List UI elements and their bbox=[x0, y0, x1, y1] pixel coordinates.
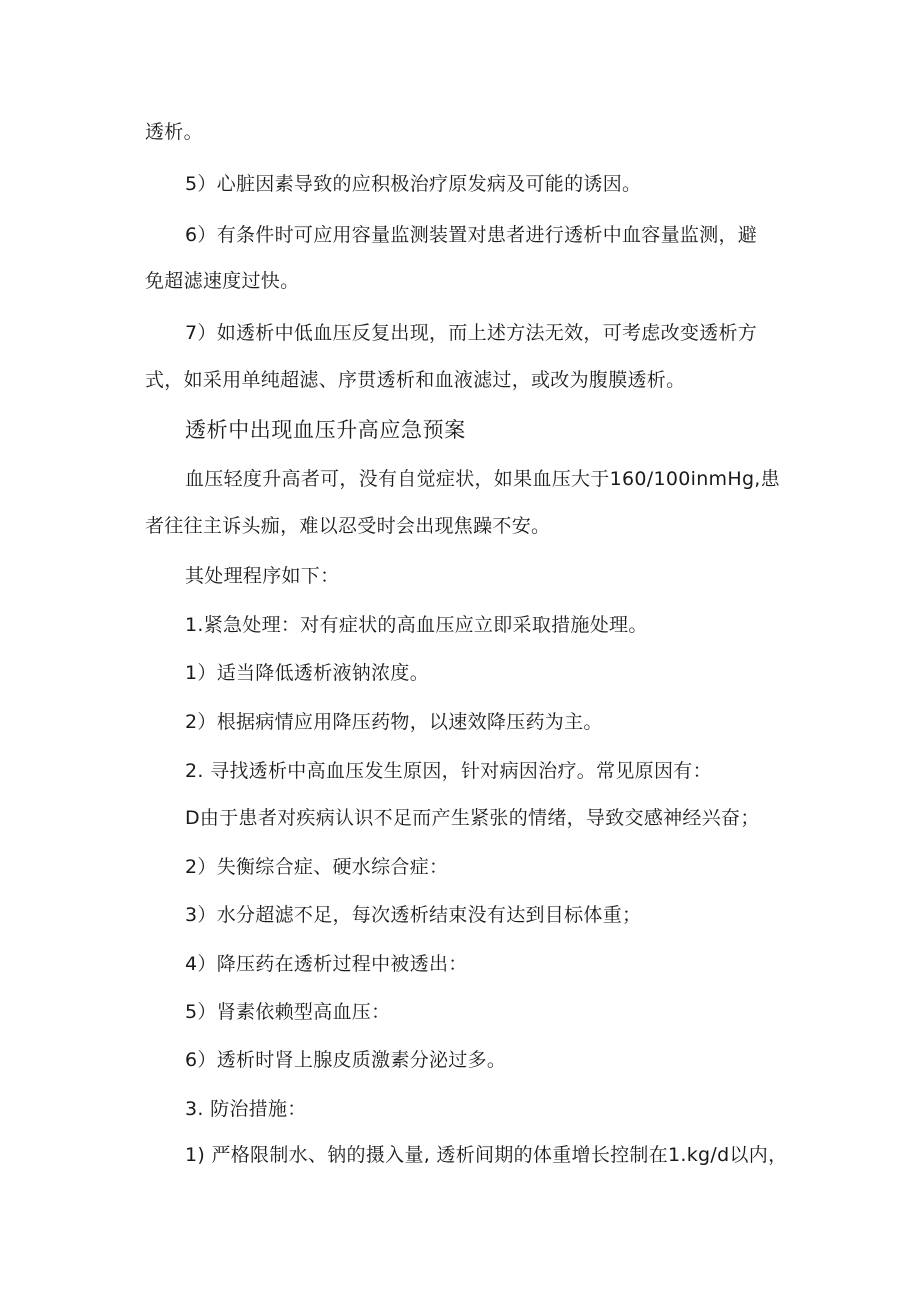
paragraph-line: 式，如采用单纯超滤、序贯透析和血液滤过，或改为腹膜透析。 bbox=[145, 369, 686, 391]
list-item-6: 6）透析时肾上腺皮质激素分泌过多。 bbox=[185, 1049, 507, 1071]
list-item-7: 7）如透析中低血压反复出现，而上述方法无效，可考虑改变透析方 bbox=[185, 322, 758, 344]
paragraph-line: 其处理程序如下： bbox=[185, 565, 340, 587]
list-item-4: 4）降压药在透析过程中被透出： bbox=[185, 953, 468, 975]
list-item-step-1: 1.紧急处理：对有症状的高血压应立即采取措施处理。 bbox=[185, 614, 648, 636]
paragraph-line: 免超滤速度过快。 bbox=[145, 270, 300, 292]
list-item-2: 2）失衡综合症、硬水综合症： bbox=[185, 856, 449, 878]
list-item-3: 3）水分超滤不足，每次透析结束没有达到目标体重； bbox=[185, 904, 642, 926]
list-item-1: 1) 严格限制水、钠的摄入量, 透析间期的体重增长控制在1.kg∕d以内， bbox=[185, 1144, 788, 1166]
list-item-5: 5）心脏因素导致的应积极治疗原发病及可能的诱因。 bbox=[185, 173, 642, 195]
paragraph-line: 血压轻度升高者可，没有自觉症状，如果血压大于160/100inmHg,患 bbox=[185, 468, 780, 490]
list-item-1: 1）适当降低透析液钠浓度。 bbox=[185, 662, 429, 684]
section-heading: 透析中出现血压升高应急预案 bbox=[185, 418, 466, 442]
list-item-6: 6）有条件时可应用容量监测装置对患者进行透析中血容量监测，避 bbox=[185, 224, 758, 246]
list-item-step-3: 3. 防治措施： bbox=[185, 1098, 307, 1120]
list-item-d: D由于患者对疾病认识不足而产生紧张的情绪，导致交感神经兴奋； bbox=[185, 807, 760, 829]
list-item-2: 2）根据病情应用降压药物，以速效降压药为主。 bbox=[185, 711, 603, 733]
list-item-5: 5）肾素依赖型高血压： bbox=[185, 1001, 391, 1023]
paragraph-line: 透析。 bbox=[145, 121, 203, 143]
paragraph-line: 者往往主诉头痂，难以忍受时会出现焦躁不安。 bbox=[145, 515, 551, 537]
list-item-step-2: 2. 寻找透析中高血压发生原因，针对病因治疗。常见原因有： bbox=[185, 760, 712, 782]
